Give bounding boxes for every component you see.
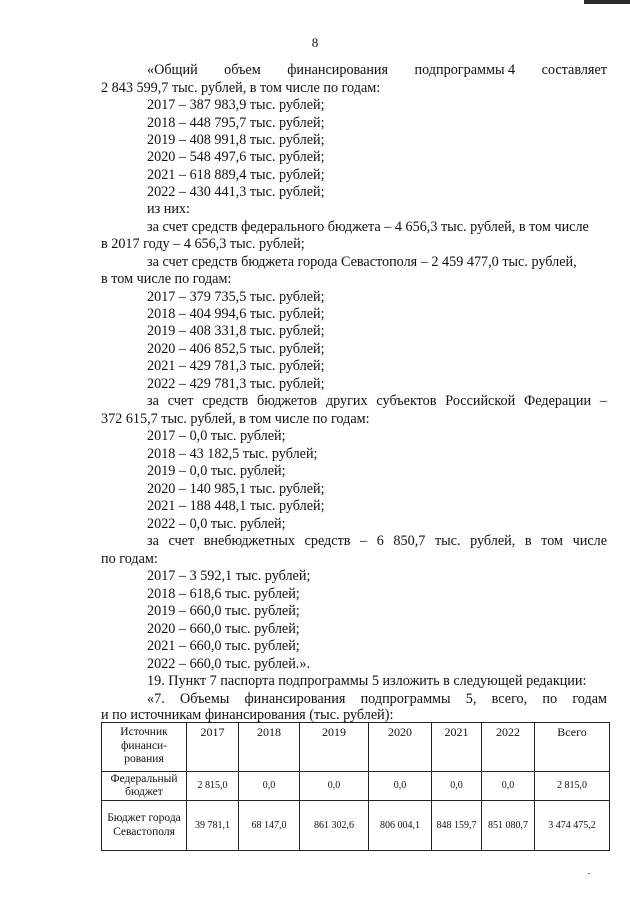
city-year-line: 2018 – 404 994,6 тыс. рублей; — [147, 306, 325, 322]
table-cell: 2 815,0 — [535, 772, 610, 801]
table-header-row — [102, 723, 610, 772]
table-cell: 39 781,1 — [187, 801, 239, 851]
intro-line-1 — [147, 62, 607, 79]
table-cell: 848 159,7 — [432, 801, 482, 851]
total-year-line: 2019 – 408 991,8 тыс. рублей; — [147, 132, 325, 148]
table-cell: 0,0 — [239, 772, 300, 801]
city-year-line: 2017 – 379 735,5 тыс. рублей; — [147, 289, 325, 305]
city-year-line: 2019 – 408 331,8 тыс. рублей; — [147, 323, 325, 339]
table-cell: 3 474 475,2 — [535, 801, 610, 851]
table-cell: 0,0 — [300, 772, 369, 801]
city-year-line: 2021 – 429 781,3 тыс. рублей; — [147, 358, 325, 374]
total-year-line: 2020 – 548 497,6 тыс. рублей; — [147, 149, 325, 165]
item-7-line-1: «7. Объемы финансирования подпрограммы 5, всего, по годам — [147, 691, 607, 707]
city-line-1: за счет средств бюджета города Севастополя – 2 459 477,0 тыс. рублей, — [147, 254, 577, 270]
table-cell: 806 004,1 — [369, 801, 432, 851]
total-year-line: 2017 – 387 983,9 тыс. рублей; — [147, 97, 325, 113]
intro-word: составляет — [541, 62, 607, 78]
table-cell: 861 302,6 — [300, 801, 369, 851]
extra-year-line: 2021 – 660,0 тыс. рублей; — [147, 638, 300, 654]
header-year: 2020 — [369, 723, 432, 772]
total-year-line: 2018 – 448 795,7 тыс. рублей; — [147, 115, 325, 131]
table-cell: 0,0 — [369, 772, 432, 801]
header-source: Источник финанси-рования — [102, 723, 187, 772]
table-cell: 851 080,7 — [482, 801, 535, 851]
subjects-year-line: 2021 – 188 448,1 тыс. рублей; — [147, 498, 325, 514]
subjects-year-line: 2018 – 43 182,5 тыс. рублей; — [147, 446, 318, 462]
table-cell: 2 815,0 — [187, 772, 239, 801]
extra-line-1: за счет внебюджетных средств – 6 850,7 тыс. рублей, в том числе — [147, 533, 607, 549]
subjects-year-line: 2022 – 0,0 тыс. рублей; — [147, 516, 286, 532]
row-label: Бюджет города Севастополя — [102, 801, 187, 851]
subjects-year-line: 2019 – 0,0 тыс. рублей; — [147, 463, 286, 479]
table-row — [102, 801, 610, 851]
of-them-line: из них: — [147, 201, 190, 217]
table-cell: 68 147,0 — [239, 801, 300, 851]
city-year-line: 2020 – 406 852,5 тыс. рублей; — [147, 341, 325, 357]
scan-speck — [588, 873, 590, 874]
table-row — [102, 772, 610, 801]
header-total: Всего — [535, 723, 610, 772]
extra-year-line: 2018 – 618,6 тыс. рублей; — [147, 586, 300, 602]
row-label: Федеральный бюджет — [102, 772, 187, 801]
header-year: 2022 — [482, 723, 535, 772]
table-cell: 0,0 — [482, 772, 535, 801]
city-line-2: в том числе по годам: — [101, 271, 232, 287]
intro-line-2: 2 843 599,7 тыс. рублей, в том числе по годам: — [101, 80, 381, 96]
extra-year-line: 2017 – 3 592,1 тыс. рублей; — [147, 568, 311, 584]
federal-line-1: за счет средств федерального бюджета – 4 656,3 тыс. рублей, в том числе — [147, 219, 589, 235]
intro-word: подпрограммы 4 — [414, 62, 516, 78]
financing-table — [101, 722, 610, 851]
extra-year-line: 2022 – 660,0 тыс. рублей.». — [147, 656, 310, 672]
federal-line-2: в 2017 году – 4 656,3 тыс. рублей; — [101, 236, 305, 252]
subjects-line-1: за счет средств бюджетов других субъектов Российской Федерации – — [147, 393, 607, 409]
extra-year-line: 2019 – 660,0 тыс. рублей; — [147, 603, 300, 619]
subjects-line-2: 372 615,7 тыс. рублей, в том числе по годам: — [101, 411, 370, 427]
intro-word: объем — [224, 62, 261, 78]
page-number: 8 — [311, 35, 319, 50]
header-year: 2019 — [300, 723, 369, 772]
table-cell: 0,0 — [432, 772, 482, 801]
subjects-year-line: 2017 – 0,0 тыс. рублей; — [147, 428, 286, 444]
header-year: 2017 — [187, 723, 239, 772]
city-year-line: 2022 – 429 781,3 тыс. рублей; — [147, 376, 325, 392]
subjects-year-line: 2020 – 140 985,1 тыс. рублей; — [147, 481, 325, 497]
intro-word: финансирования — [287, 62, 389, 78]
total-year-line: 2022 – 430 441,3 тыс. рублей; — [147, 184, 325, 200]
extra-line-2: по годам: — [101, 551, 158, 567]
header-year: 2018 — [239, 723, 300, 772]
item-19-line: 19. Пункт 7 паспорта подпрограммы 5 изложить в следующей редакции: — [147, 673, 587, 689]
total-year-line: 2021 – 618 889,4 тыс. рублей; — [147, 167, 325, 183]
item-7-line-2: и по источникам финансирования (тыс. рублей): — [101, 707, 394, 723]
extra-year-line: 2020 – 660,0 тыс. рублей; — [147, 621, 300, 637]
header-year: 2021 — [432, 723, 482, 772]
intro-word: «Общий — [147, 62, 198, 78]
top-edge-line — [584, 0, 630, 4]
